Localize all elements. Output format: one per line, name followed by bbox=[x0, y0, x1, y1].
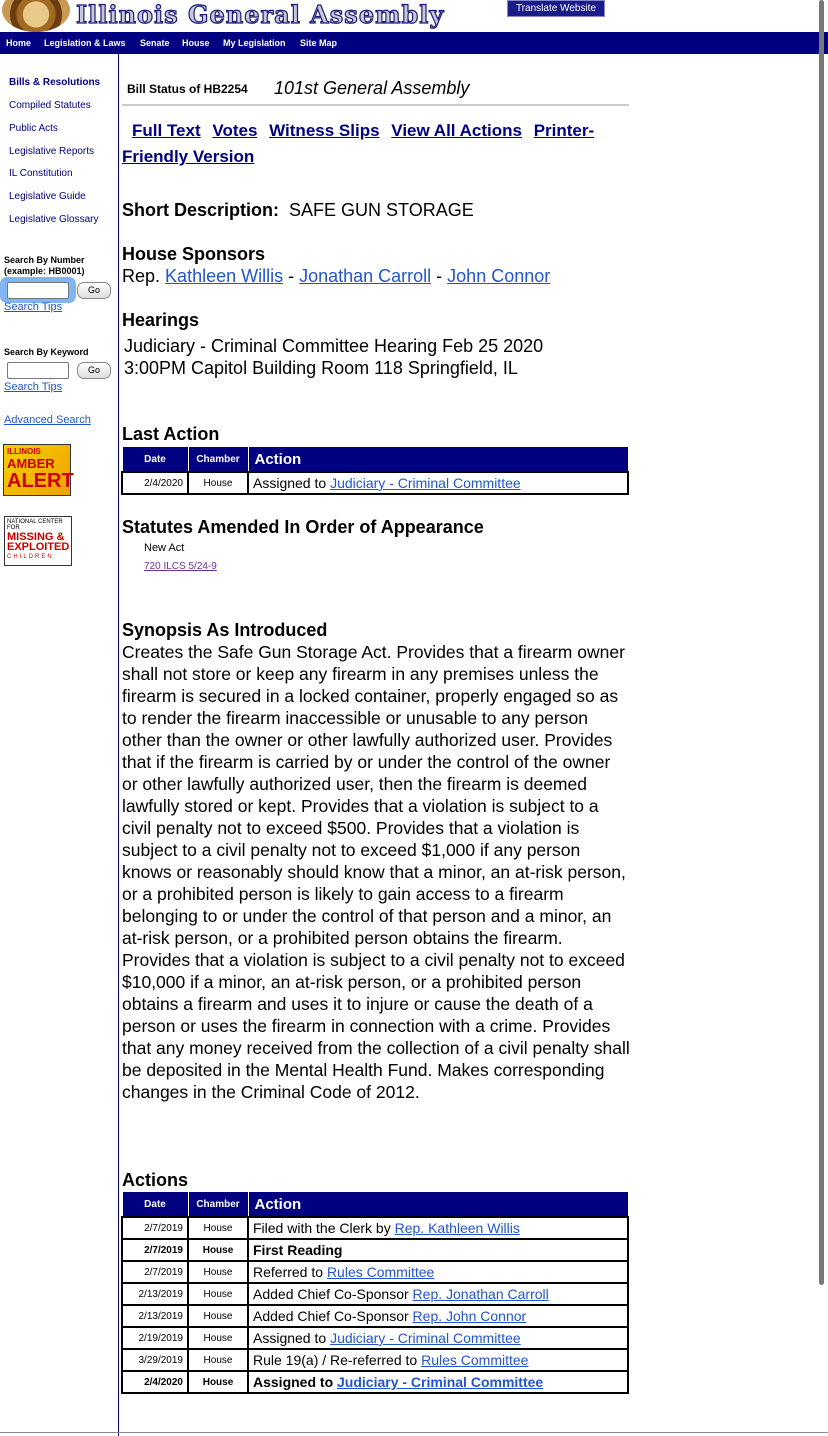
bill-status-label: Bill Status of HB2254 bbox=[127, 82, 248, 96]
nav-house[interactable]: House bbox=[182, 38, 210, 48]
action-column-header: Action bbox=[248, 1192, 628, 1218]
committee-link[interactable]: Judiciary - Criminal Committee bbox=[330, 475, 521, 491]
sidebar-link-legislative-guide[interactable]: Legislative Guide bbox=[9, 191, 86, 202]
actions-heading: Actions bbox=[122, 1170, 189, 1190]
top-navigation bbox=[0, 32, 828, 54]
search-by-number-example: (example: HB0001) bbox=[4, 266, 85, 276]
table-row: 2/13/2019 House Added Chief Co-Sponsor Rep. Jonathan Carroll bbox=[122, 1283, 628, 1305]
title-divider bbox=[122, 104, 629, 106]
action-link[interactable]: Rep. Jonathan Carroll bbox=[412, 1286, 549, 1302]
actions-table bbox=[121, 1191, 629, 1394]
table-row: 2/13/2019 House Added Chief Co-Sponsor Rep. John Connor bbox=[122, 1305, 628, 1327]
statute-new-act: New Act bbox=[144, 542, 185, 554]
sponsor-link-john-connor[interactable]: John Connor bbox=[447, 266, 551, 286]
last-action-heading: Last Action bbox=[122, 424, 220, 444]
nav-my-legislation[interactable]: My Legislation bbox=[223, 38, 286, 48]
search-number-go-button[interactable]: Go bbox=[77, 282, 111, 299]
synopsis-heading: Synopsis As Introduced bbox=[122, 620, 328, 640]
state-seal-logo bbox=[2, 0, 70, 32]
synopsis-text: Creates the Safe Gun Storage Act. Provides that a firearm owner shall not store or keep any firearm in any premises unless the firearm is secured in a locked container, properly engaged so as to render the firearm inaccessible or unusable to any person other than the owner or other lawfully authorized user. Provides that if the firearm is carried by or under the control of the owner or other lawfully authorized user, then the firearm is deemed lawfully stored or kept. Provides that a violation is subject to a civil penalty not to exceed $500. Provides that a violation is subject to a civil penalty not to exceed $1,000 if any person knows or reasonably should know that a minor, an at-risk person, or a prohibited person is likely to gain access to a firearm belonging to or under the control of that person and a minor, an at-risk person, or a prohibited person obtains the firearm. Provides that a violation is subject to a civil penalty not to exceed $10,000 if a minor, an at-risk person, or a prohibited person obtains a firearm and uses it to injure or cause the death of a person or uses the firearm in connection with a crime. Provides that any money received from the collection of a civil penalty shall be deposited in the Mental Health Fund. Makes corresponding changes in the Criminal Code of 2012. bbox=[122, 642, 630, 1102]
site-title[interactable]: Illinois General Assembly bbox=[76, 0, 445, 29]
search-tips-link-keyword[interactable]: Search Tips bbox=[4, 381, 63, 393]
action-link[interactable]: Rep. Kathleen Willis bbox=[394, 1220, 520, 1236]
nav-home[interactable]: Home bbox=[6, 38, 32, 48]
translate-website-button[interactable]: Translate Website bbox=[507, 0, 605, 17]
action-column-header: Action bbox=[248, 447, 628, 473]
missing-exploited-children-logo[interactable]: NATIONAL CENTER FOR MISSING & EXPLOITED CHILDREN bbox=[4, 516, 72, 566]
sidebar-link-public-acts[interactable]: Public Acts bbox=[9, 123, 58, 134]
house-sponsors-heading: House Sponsors bbox=[122, 244, 266, 264]
search-keyword-input[interactable] bbox=[7, 362, 69, 379]
date-column-header: Date bbox=[122, 1192, 188, 1218]
chamber-column-header: Chamber bbox=[188, 1192, 248, 1218]
full-text-link[interactable]: Full Text bbox=[132, 121, 201, 140]
sponsor-link-kathleen-willis[interactable]: Kathleen Willis bbox=[165, 266, 284, 286]
chamber-column-header: Chamber bbox=[188, 447, 248, 473]
action-link[interactable]: Rules Committee bbox=[421, 1352, 529, 1368]
sponsor-link-jonathan-carroll[interactable]: Jonathan Carroll bbox=[299, 266, 432, 286]
search-tips-link-number[interactable]: Search Tips bbox=[4, 301, 63, 313]
action-link[interactable]: Judiciary - Criminal Committee bbox=[330, 1330, 521, 1346]
search-by-keyword-label: Search By Keyword bbox=[4, 347, 89, 357]
bottom-divider bbox=[0, 1432, 828, 1433]
hearings-heading: Hearings bbox=[122, 310, 200, 330]
amber-alert-logo[interactable]: ILLINOIS AMBER ALERT bbox=[3, 444, 71, 496]
table-row: 2/7/2019 House Filed with the Clerk by Rep. Kathleen Willis bbox=[122, 1217, 628, 1239]
sidebar-link-legislative-glossary[interactable]: Legislative Glossary bbox=[9, 214, 99, 225]
nav-senate[interactable]: Senate bbox=[140, 38, 170, 48]
votes-link[interactable]: Votes bbox=[212, 121, 258, 140]
sidebar-link-bills-resolutions[interactable]: Bills & Resolutions bbox=[9, 77, 101, 88]
short-description: Short Description: SAFE GUN STORAGE bbox=[122, 200, 474, 220]
hearing-details: Judiciary - Criminal Committee Hearing Feb 25 2020 3:00PM Capitol Building Room 118 Springfield, IL bbox=[124, 336, 544, 378]
witness-slips-link[interactable]: Witness Slips bbox=[269, 121, 380, 140]
table-row: 3/29/2019 House Rule 19(a) / Re-referred to Rules Committee bbox=[122, 1349, 628, 1371]
view-all-actions-link[interactable]: View All Actions bbox=[391, 121, 522, 140]
sidebar-link-legislative-reports[interactable]: Legislative Reports bbox=[9, 146, 95, 157]
date-column-header: Date bbox=[122, 447, 188, 473]
search-number-input[interactable] bbox=[7, 282, 69, 299]
action-link[interactable]: Judiciary - Criminal Committee bbox=[337, 1374, 544, 1390]
printer-friendly-link[interactable]: Printer-Friendly Version bbox=[122, 121, 595, 166]
house-sponsors-list: Rep. Kathleen Willis - Jonathan Carroll - John Connor bbox=[122, 266, 551, 286]
action-link[interactable]: Rules Committee bbox=[326, 1264, 435, 1280]
search-keyword-go-button[interactable]: Go bbox=[77, 362, 111, 379]
site-header bbox=[0, 0, 828, 32]
action-link[interactable]: Rep. John Connor bbox=[412, 1308, 527, 1324]
nav-legislation-laws[interactable]: Legislation & Laws bbox=[44, 38, 126, 48]
table-row: 2/4/2020 House Assigned to Judiciary - Criminal Committee bbox=[122, 472, 628, 494]
advanced-search-link[interactable]: Advanced Search bbox=[4, 414, 91, 426]
sidebar-link-compiled-statutes[interactable]: Compiled Statutes bbox=[9, 100, 91, 111]
sidebar-link-il-constitution[interactable]: IL Constitution bbox=[9, 168, 73, 179]
last-action-table bbox=[121, 446, 629, 495]
table-row: 2/7/2019 House Referred to Rules Committee bbox=[122, 1261, 628, 1283]
bill-links-bar bbox=[122, 118, 622, 170]
nav-site-map[interactable]: Site Map bbox=[300, 38, 338, 48]
table-row: 2/19/2019 House Assigned to Judiciary - Criminal Committee bbox=[122, 1327, 628, 1349]
statutes-heading: Statutes Amended In Order of Appearance bbox=[122, 517, 484, 537]
statute-link[interactable]: 720 ILCS 5/24-9 bbox=[144, 561, 217, 572]
search-by-number-label: Search By Number bbox=[4, 255, 85, 265]
table-row: 2/7/2019 House First Reading bbox=[122, 1239, 628, 1261]
table-row: 2/4/2020 House Assigned to Judiciary - Criminal Committee bbox=[122, 1371, 628, 1393]
vertical-scrollbar[interactable] bbox=[819, 0, 824, 1285]
general-assembly-title: 101st General Assembly bbox=[274, 78, 470, 98]
